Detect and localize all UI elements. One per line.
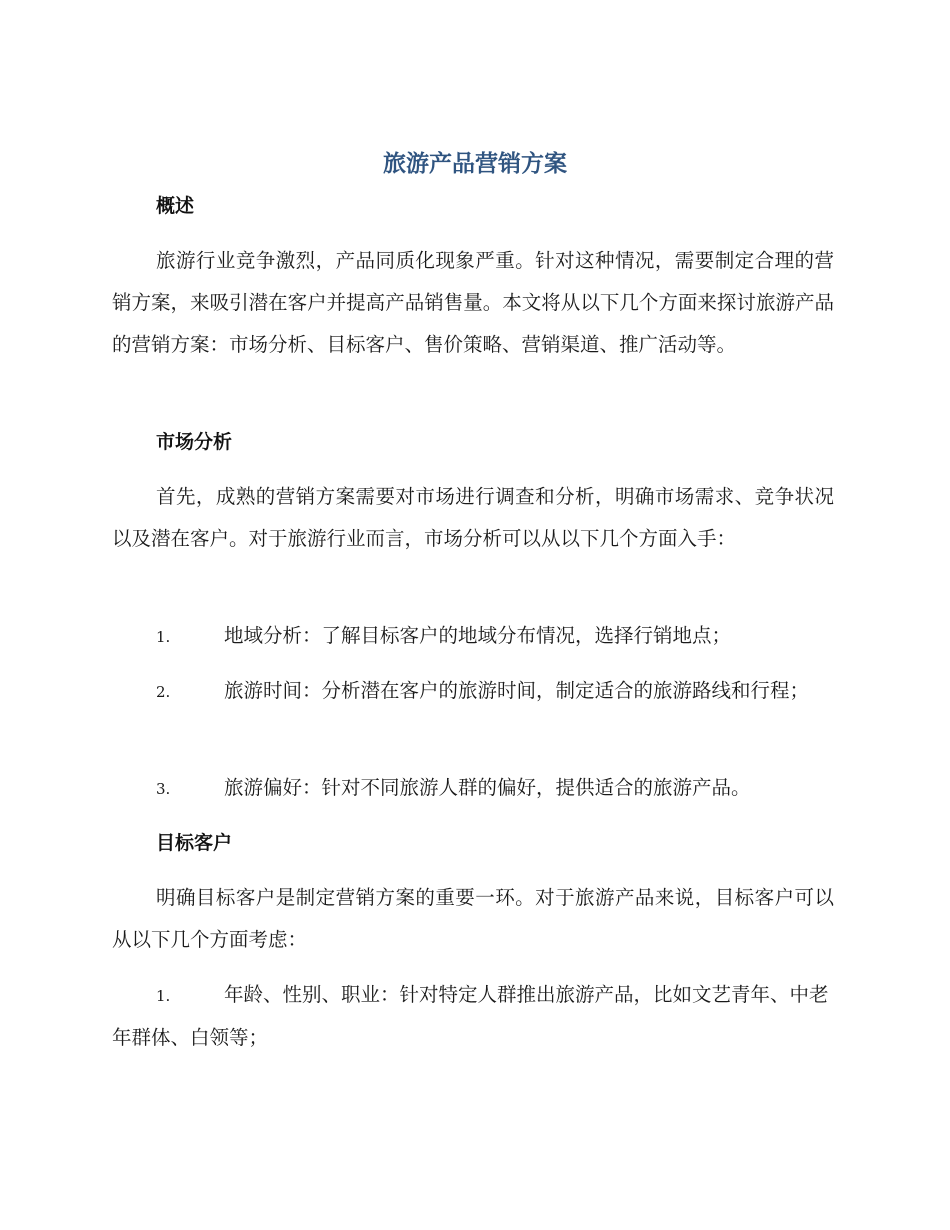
section-heading-overview: 概述 <box>156 195 195 217</box>
list-item-text: 旅游偏好：针对不同旅游人群的偏好，提供适合的旅游产品。 <box>224 776 751 799</box>
list-item-number: 2. <box>156 683 171 701</box>
section-heading-market-analysis: 市场分析 <box>156 431 233 453</box>
list-item-text: 旅游时间：分析潜在客户的旅游时间，制定适合的旅游路线和行程； <box>224 679 810 702</box>
list-item-text: 地域分析：了解目标客户的地域分布情况，选择行销地点； <box>224 624 732 647</box>
list-item <box>112 974 834 1059</box>
section-paragraph-target-customers: 明确目标客户是制定营销方案的重要一环。对于旅游产品来说，目标客户可以从以下几个方面考虑： <box>112 886 834 951</box>
list-item-text: 年龄、性别、职业：针对特定人群推出旅游产品，比如文艺青年、中老年群体、白领等； <box>112 983 829 1049</box>
list-item-number: 1. <box>156 987 171 1005</box>
section-heading-target-customers: 目标客户 <box>156 832 233 854</box>
list-item <box>112 615 834 658</box>
section-paragraph-market-analysis: 首先，成熟的营销方案需要对市场进行调查和分析，明确市场需求、竞争状况以及潜在客户。对于旅游行业而言，市场分析可以从以下几个方面入手： <box>112 485 834 550</box>
document-title: 旅游产品营销方案 <box>383 151 567 177</box>
list-item <box>112 670 834 713</box>
list-item-number: 1. <box>156 628 171 646</box>
list-item <box>112 767 834 810</box>
section-paragraph-overview: 旅游行业竞争激烈，产品同质化现象严重。针对这种情况，需要制定合理的营销方案，来吸引潜在客户并提高产品销售量。本文将从以下几个方面来探讨旅游产品的营销方案：市场分析、目标客户、售价策略、营销渠道、推广活动等。 <box>112 249 834 356</box>
list-item-number: 3. <box>156 780 171 798</box>
